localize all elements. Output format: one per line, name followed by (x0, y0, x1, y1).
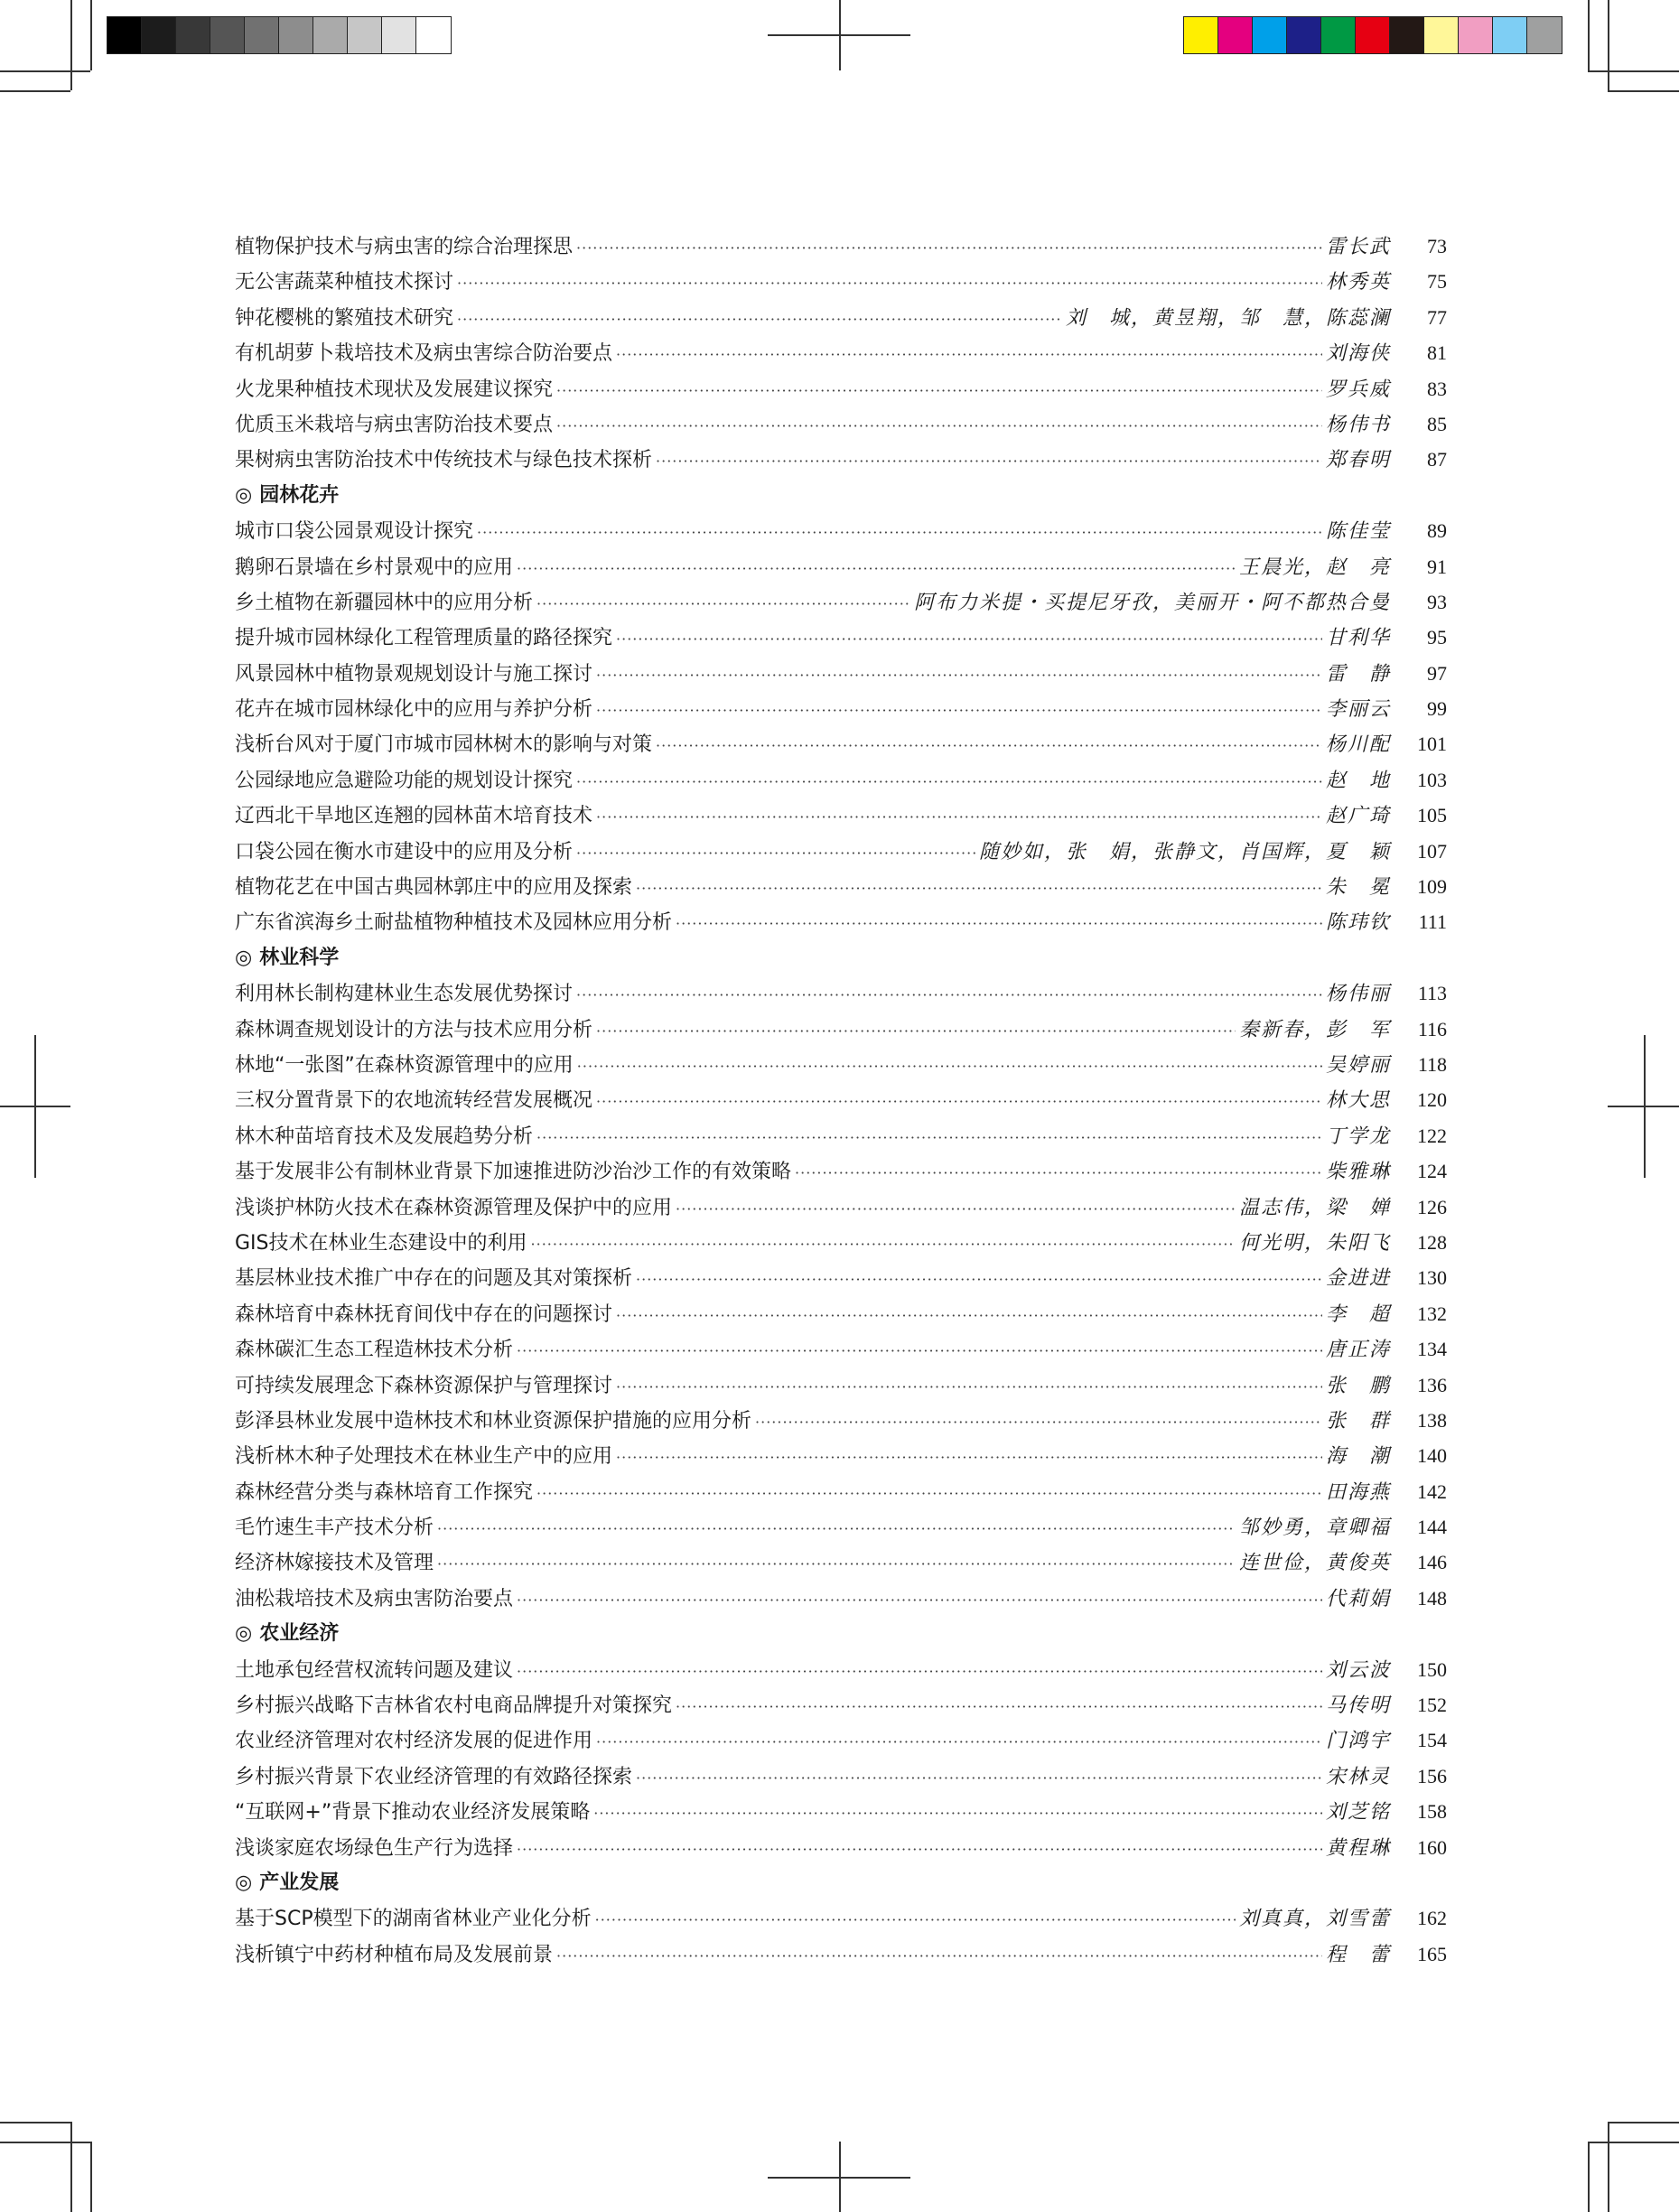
dot-leader (517, 551, 1236, 586)
toc-entry[interactable] (235, 1082, 1447, 1117)
article-author: 吴婷丽 (1325, 1053, 1391, 1077)
article-title: 林地“一张图”在森林资源管理中的应用 (235, 1053, 574, 1077)
article-title: 森林调查规划设计的方法与技术应用分析 (235, 1018, 593, 1041)
article-title: 利用林长制构建林业生态发展优势探讨 (235, 983, 574, 1006)
page-number: 77 (1427, 305, 1447, 329)
article-title: 风景园林中植物景观规划设计与施工探讨 (235, 662, 593, 686)
color-swatch (1287, 17, 1321, 53)
article-title: 森林培育中森林抚育间伐中存在的问题探讨 (235, 1302, 613, 1326)
color-swatch (210, 17, 245, 53)
color-swatch (245, 17, 279, 53)
article-author: 海 潮 (1325, 1445, 1391, 1469)
registration-mark (34, 1035, 36, 1178)
color-swatch (1527, 17, 1562, 53)
crop-mark (1608, 90, 1679, 92)
crop-mark (0, 2122, 70, 2123)
article-title: 油松栽培技术及病虫害防治要点 (235, 1587, 514, 1610)
toc-entry[interactable] (235, 1296, 1447, 1331)
color-swatch (1218, 17, 1253, 53)
page-number: 134 (1417, 1338, 1447, 1361)
crop-mark (0, 2142, 90, 2143)
article-title: 可持续发展理念下森林资源保护与管理探讨 (235, 1374, 613, 1397)
article-title: 基于发展非公有制林业背景下加速推进防沙治沙工作的有效策略 (235, 1161, 792, 1184)
article-author: 随妙如，张 娟，张静文，肖国辉，夏 颖 (978, 840, 1391, 863)
table-of-contents (235, 229, 1447, 1972)
color-swatch (1356, 17, 1390, 53)
page-number: 148 (1417, 1586, 1447, 1610)
article-author: 雷长武 (1325, 236, 1391, 258)
toc-entry[interactable] (235, 1190, 1447, 1225)
article-title: 土地承包经营权流转问题及建议 (235, 1658, 514, 1682)
article-title: 无公害蔬菜种植技术探讨 (235, 271, 454, 294)
page-number: 160 (1417, 1835, 1447, 1859)
article-author: 秦新春，彭 军 (1238, 1018, 1391, 1041)
toc-entry[interactable] (235, 975, 1447, 1011)
article-title: 辽西北干旱地区连翘的园林苗木培育技术 (235, 805, 593, 828)
toc-entry[interactable] (235, 1474, 1447, 1509)
dot-leader (576, 764, 1322, 799)
article-title: 基于SCP模型下的湖南省林业产业化分析 (235, 1908, 592, 1931)
article-author: 刘云波 (1325, 1658, 1391, 1682)
toc-entry[interactable] (235, 1900, 1447, 1936)
toc-entry[interactable] (235, 834, 1447, 869)
page-number: 109 (1417, 875, 1447, 899)
registration-mark (1644, 1035, 1646, 1178)
toc-entry[interactable] (235, 584, 1447, 620)
article-title: 提升城市园林绿化工程管理质量的路径探究 (235, 627, 613, 650)
toc-entry[interactable] (235, 1403, 1447, 1438)
article-title: 鹅卵石景墙在乡村景观中的应用 (235, 555, 514, 579)
article-title: 浅析镇宁中药材种植布局及发展前景 (235, 1943, 554, 1966)
article-author: 雷 静 (1325, 662, 1391, 686)
article-author: 门鸿宇 (1325, 1730, 1391, 1753)
toc-entry[interactable] (235, 1047, 1447, 1082)
crop-mark (90, 0, 92, 70)
section-marker-icon: ◎ (235, 1871, 253, 1894)
toc-entry[interactable] (235, 1830, 1447, 1865)
toc-entry[interactable] (235, 904, 1447, 939)
section-label: 林业科学 (259, 946, 340, 969)
dot-leader (616, 1298, 1322, 1333)
toc-entry[interactable] (235, 549, 1447, 584)
article-author: 黄程琳 (1325, 1836, 1391, 1860)
toc-entry[interactable] (235, 1687, 1447, 1722)
toc-entry[interactable] (235, 335, 1447, 370)
color-swatch (279, 17, 313, 53)
section-label: 农业经济 (259, 1622, 340, 1646)
article-title: 基层林业技术推广中存在的问题及其对策探析 (235, 1267, 633, 1291)
dot-leader (437, 1546, 1236, 1582)
page-number: 150 (1417, 1657, 1447, 1681)
dot-leader (536, 586, 910, 621)
dot-leader (517, 1654, 1322, 1689)
article-author: 陈玮钦 (1325, 911, 1391, 935)
page-number: 118 (1417, 1052, 1447, 1076)
page-number: 154 (1417, 1729, 1447, 1752)
page-number: 162 (1417, 1907, 1447, 1930)
article-title: 果树病虫害防治技术中传统技术与绿色技术探析 (235, 449, 653, 472)
crop-mark (1588, 70, 1679, 72)
grayscale-color-bar (107, 16, 452, 54)
page-number: 156 (1417, 1764, 1447, 1787)
article-title: 浅析台风对于厦门市城市园林树木的影响与对策 (235, 733, 653, 757)
color-swatch (1493, 17, 1527, 53)
article-author: 李丽云 (1325, 698, 1391, 722)
section-marker-icon: ◎ (235, 483, 253, 507)
dot-leader (556, 1938, 1322, 1974)
article-title: 浅谈护林防火技术在森林资源管理及保护中的应用 (235, 1196, 673, 1219)
color-swatch (1184, 17, 1218, 53)
article-author: 柴雅琳 (1325, 1161, 1391, 1184)
page-number: 103 (1417, 768, 1447, 791)
dot-leader (636, 871, 1322, 906)
article-title: 毛竹速生丰产技术分析 (235, 1517, 434, 1540)
page-number: 81 (1427, 341, 1447, 365)
crop-mark (70, 2122, 72, 2212)
dot-leader (596, 1724, 1322, 1759)
toc-entry[interactable] (235, 798, 1447, 833)
dot-leader (795, 1155, 1322, 1190)
color-swatch (1321, 17, 1356, 53)
toc-entry[interactable] (235, 1652, 1447, 1687)
toc-entry[interactable] (235, 620, 1447, 655)
page-number: 85 (1427, 412, 1447, 435)
dot-leader (556, 373, 1322, 408)
dot-leader (596, 1084, 1322, 1119)
page-number: 105 (1417, 804, 1447, 827)
page-number: 140 (1417, 1444, 1447, 1468)
article-title: 公园绿地应急避险功能的规划设计探究 (235, 769, 574, 792)
color-swatch (1424, 17, 1459, 53)
page-number: 91 (1427, 555, 1447, 578)
article-title: “互联网+”背景下推动农业经济发展策略 (235, 1801, 591, 1825)
article-author: 田海燕 (1325, 1480, 1391, 1504)
article-title: 浅析林木种子处理技术在林业生产中的应用 (235, 1445, 613, 1469)
toc-entry[interactable] (235, 406, 1447, 442)
article-title: 乡土植物在新疆园林中的应用分析 (235, 591, 534, 614)
toc-entry[interactable] (235, 371, 1447, 406)
dot-leader (596, 693, 1322, 728)
article-author: 丁学龙 (1325, 1125, 1391, 1148)
article-title: 广东省滨海乡土耐盐植物种植技术及园林应用分析 (235, 911, 673, 935)
dot-leader (616, 1369, 1322, 1405)
section-label: 产业发展 (259, 1871, 340, 1894)
article-title: 浅谈家庭农场绿色生产行为选择 (235, 1836, 514, 1860)
registration-mark (768, 2177, 910, 2179)
crop-mark (0, 70, 90, 72)
color-swatch (107, 17, 142, 53)
section-marker-icon: ◎ (235, 1622, 253, 1646)
crop-mark (1608, 0, 1609, 90)
page-number: 146 (1417, 1551, 1447, 1574)
dot-leader (457, 302, 1062, 337)
color-swatch (1390, 17, 1424, 53)
section-heading (235, 478, 1447, 513)
dot-leader (437, 1511, 1236, 1546)
article-author: 赵 地 (1325, 769, 1391, 792)
toc-entry[interactable] (235, 1794, 1447, 1829)
section-heading (235, 940, 1447, 975)
section-heading (235, 1865, 1447, 1900)
dot-leader (596, 1013, 1236, 1049)
page-number: 111 (1418, 910, 1447, 934)
dot-leader (477, 515, 1322, 550)
dot-leader (636, 1262, 1322, 1297)
dot-leader (517, 1333, 1322, 1368)
dot-leader (596, 658, 1322, 693)
dot-leader (616, 1440, 1322, 1475)
dot-leader (656, 443, 1322, 479)
section-label: 园林花卉 (259, 483, 340, 507)
dot-leader (596, 799, 1322, 835)
page-number: 158 (1417, 1800, 1447, 1824)
page-number: 83 (1427, 377, 1447, 400)
page-number: 73 (1427, 235, 1447, 257)
article-author: 杨伟书 (1325, 413, 1391, 436)
page-number: 136 (1417, 1373, 1447, 1396)
dot-leader (616, 337, 1322, 372)
article-author: 程 蕾 (1325, 1943, 1391, 1966)
article-title: 森林经营分类与森林培育工作探究 (235, 1480, 534, 1504)
toc-entry[interactable] (235, 1153, 1447, 1189)
dot-leader (595, 1902, 1236, 1937)
article-author: 张 鹏 (1325, 1374, 1391, 1397)
dot-leader (457, 266, 1322, 301)
article-author: 朱 冕 (1325, 876, 1391, 900)
article-title: 经济林嫁接技术及管理 (235, 1552, 434, 1575)
toc-entry[interactable] (235, 300, 1447, 335)
toc-entry[interactable] (235, 1331, 1447, 1367)
dot-leader (531, 1227, 1236, 1262)
page-number: 152 (1417, 1694, 1447, 1717)
article-title: 钟花樱桃的繁殖技术研究 (235, 306, 454, 330)
article-title: 城市口袋公园景观设计探究 (235, 520, 474, 544)
crop-mark (90, 2142, 92, 2212)
color-swatch (382, 17, 416, 53)
toc-entry[interactable] (235, 442, 1447, 477)
dot-leader (536, 1476, 1322, 1511)
crop-mark (1588, 2142, 1679, 2143)
toc-entry[interactable] (235, 691, 1447, 726)
toc-entry[interactable] (235, 1225, 1447, 1260)
page-number: 89 (1427, 519, 1447, 543)
article-author: 马传明 (1325, 1694, 1391, 1718)
article-author: 郑春明 (1325, 449, 1391, 472)
article-author: 代莉娟 (1325, 1587, 1391, 1610)
crop-mark (1588, 2142, 1590, 2212)
article-author: 林大思 (1325, 1089, 1391, 1113)
article-title: 彭泽县林业发展中造林技术和林业资源保护措施的应用分析 (235, 1409, 752, 1433)
color-swatch (1459, 17, 1493, 53)
toc-entry[interactable] (235, 1438, 1447, 1473)
article-author: 宋林灵 (1325, 1765, 1391, 1788)
article-author: 赵广琦 (1325, 805, 1391, 828)
article-author: 温志伟，梁 婵 (1238, 1196, 1391, 1219)
page-number: 132 (1417, 1302, 1447, 1325)
article-title: 花卉在城市园林绿化中的应用与养护分析 (235, 698, 593, 722)
article-author: 刘芝铭 (1325, 1801, 1391, 1825)
article-author: 张 群 (1325, 1409, 1391, 1433)
article-author: 刘真真，刘雪蕾 (1238, 1908, 1391, 1931)
article-author: 何光明，朱阳飞 (1238, 1231, 1391, 1255)
page-number: 128 (1417, 1230, 1447, 1254)
dot-leader (576, 230, 1322, 266)
article-author: 邹妙勇，章卿福 (1238, 1517, 1391, 1540)
toc-entry[interactable] (235, 1722, 1447, 1758)
page-number: 116 (1417, 1017, 1447, 1041)
article-title: 有机胡萝卜栽培技术及病虫害综合防治要点 (235, 342, 613, 366)
page-number: 120 (1417, 1088, 1447, 1112)
page-number: 87 (1427, 448, 1447, 471)
page-number: 138 (1417, 1408, 1447, 1432)
dot-leader (536, 1120, 1322, 1155)
toc-entry[interactable] (235, 869, 1447, 904)
page-number: 130 (1417, 1266, 1447, 1290)
article-author: 杨伟丽 (1325, 983, 1391, 1006)
crop-mark (1608, 2122, 1679, 2123)
color-swatch (1253, 17, 1287, 53)
dot-leader (676, 906, 1322, 941)
section-heading (235, 1616, 1447, 1651)
article-title: 农业经济管理对农村经济发展的促进作用 (235, 1730, 593, 1753)
dot-leader (636, 1760, 1322, 1796)
article-author: 王晨光，赵 亮 (1238, 555, 1391, 579)
article-author: 刘 城，黄昱翔，邹 慧，陈蕊澜 (1065, 306, 1391, 330)
dot-leader (676, 1689, 1322, 1724)
page-number: 122 (1417, 1124, 1447, 1147)
dot-leader (616, 621, 1322, 657)
dot-leader (576, 977, 1322, 1013)
article-title: 火龙果种植技术现状及发展建议探究 (235, 378, 554, 401)
article-author: 连世俭，黄俊英 (1238, 1552, 1391, 1575)
section-marker-icon: ◎ (235, 946, 253, 969)
toc-entry[interactable] (235, 264, 1447, 299)
crop-mark (0, 90, 70, 92)
crop-mark (1608, 2122, 1609, 2212)
article-author: 金进进 (1325, 1267, 1391, 1291)
color-swatch (313, 17, 348, 53)
page-number: 99 (1427, 697, 1447, 721)
toc-entry[interactable] (235, 1509, 1447, 1545)
article-author: 甘利华 (1325, 627, 1391, 650)
toc-entry[interactable] (235, 1581, 1447, 1616)
toc-entry[interactable] (235, 762, 1447, 798)
article-author: 罗兵威 (1325, 378, 1391, 401)
article-title: 乡村振兴战略下吉林省农村电商品牌提升对策探究 (235, 1694, 673, 1718)
color-swatch (416, 17, 451, 53)
article-author: 李 超 (1325, 1302, 1391, 1326)
article-title: 三权分置背景下的农地流转经营发展概况 (235, 1089, 593, 1113)
dot-leader (556, 408, 1322, 443)
page-number: 75 (1427, 270, 1447, 294)
page-number: 165 (1417, 1942, 1447, 1965)
registration-mark (768, 34, 910, 36)
page-number: 101 (1417, 733, 1447, 756)
article-title: 林木种苗培育技术及发展趋势分析 (235, 1125, 534, 1148)
article-author: 林秀英 (1325, 271, 1391, 294)
page-number: 124 (1417, 1160, 1447, 1183)
toc-entry[interactable] (235, 1118, 1447, 1153)
article-title: 植物花艺在中国古典园林郭庄中的应用及探索 (235, 876, 633, 900)
toc-entry[interactable] (235, 726, 1447, 761)
color-swatch (142, 17, 176, 53)
dot-leader (676, 1191, 1236, 1227)
article-author: 陈佳莹 (1325, 520, 1391, 544)
toc-entry[interactable] (235, 1367, 1447, 1403)
dot-leader (517, 1582, 1322, 1618)
dot-leader (577, 1049, 1322, 1084)
article-author: 杨川配 (1325, 733, 1391, 757)
toc-entry[interactable] (235, 1937, 1447, 1972)
page-number: 95 (1427, 626, 1447, 649)
dot-leader (576, 835, 975, 871)
dot-leader (755, 1405, 1322, 1440)
dot-leader (656, 728, 1322, 763)
article-title: 植物保护技术与病虫害的综合治理探思 (235, 236, 574, 258)
article-author: 阿布力米提・买提尼牙孜，美丽开・阿不都热合曼 (913, 591, 1391, 614)
page-number: 113 (1417, 982, 1447, 1005)
article-author: 唐正涛 (1325, 1339, 1391, 1362)
page-number: 126 (1417, 1195, 1447, 1218)
toc-entry[interactable] (235, 1759, 1447, 1794)
toc-entry[interactable] (235, 513, 1447, 548)
toc-entry[interactable] (235, 1260, 1447, 1295)
toc-entry[interactable] (235, 656, 1447, 691)
color-swatch (348, 17, 382, 53)
page-number: 107 (1417, 839, 1447, 863)
article-title: GIS技术在林业生态建设中的利用 (235, 1231, 527, 1255)
dot-leader (517, 1832, 1322, 1867)
page-number: 142 (1417, 1479, 1447, 1503)
article-title: 优质玉米栽培与病虫害防治技术要点 (235, 413, 554, 436)
dot-leader (593, 1796, 1322, 1831)
crop-mark (70, 0, 72, 90)
toc-entry[interactable] (235, 1012, 1447, 1047)
article-title: 森林碳汇生态工程造林技术分析 (235, 1339, 514, 1362)
page-number: 144 (1417, 1516, 1447, 1539)
toc-entry[interactable] (235, 1545, 1447, 1580)
toc-entry[interactable] (235, 229, 1447, 264)
page-number: 97 (1427, 661, 1447, 685)
color-swatch (176, 17, 210, 53)
article-author: 刘海侠 (1325, 342, 1391, 366)
article-title: 口袋公园在衡水市建设中的应用及分析 (235, 840, 574, 863)
crop-mark (1588, 0, 1590, 70)
page-number: 93 (1427, 590, 1447, 613)
process-color-bar (1183, 16, 1562, 54)
article-title: 乡村振兴背景下农业经济管理的有效路径探索 (235, 1765, 633, 1788)
